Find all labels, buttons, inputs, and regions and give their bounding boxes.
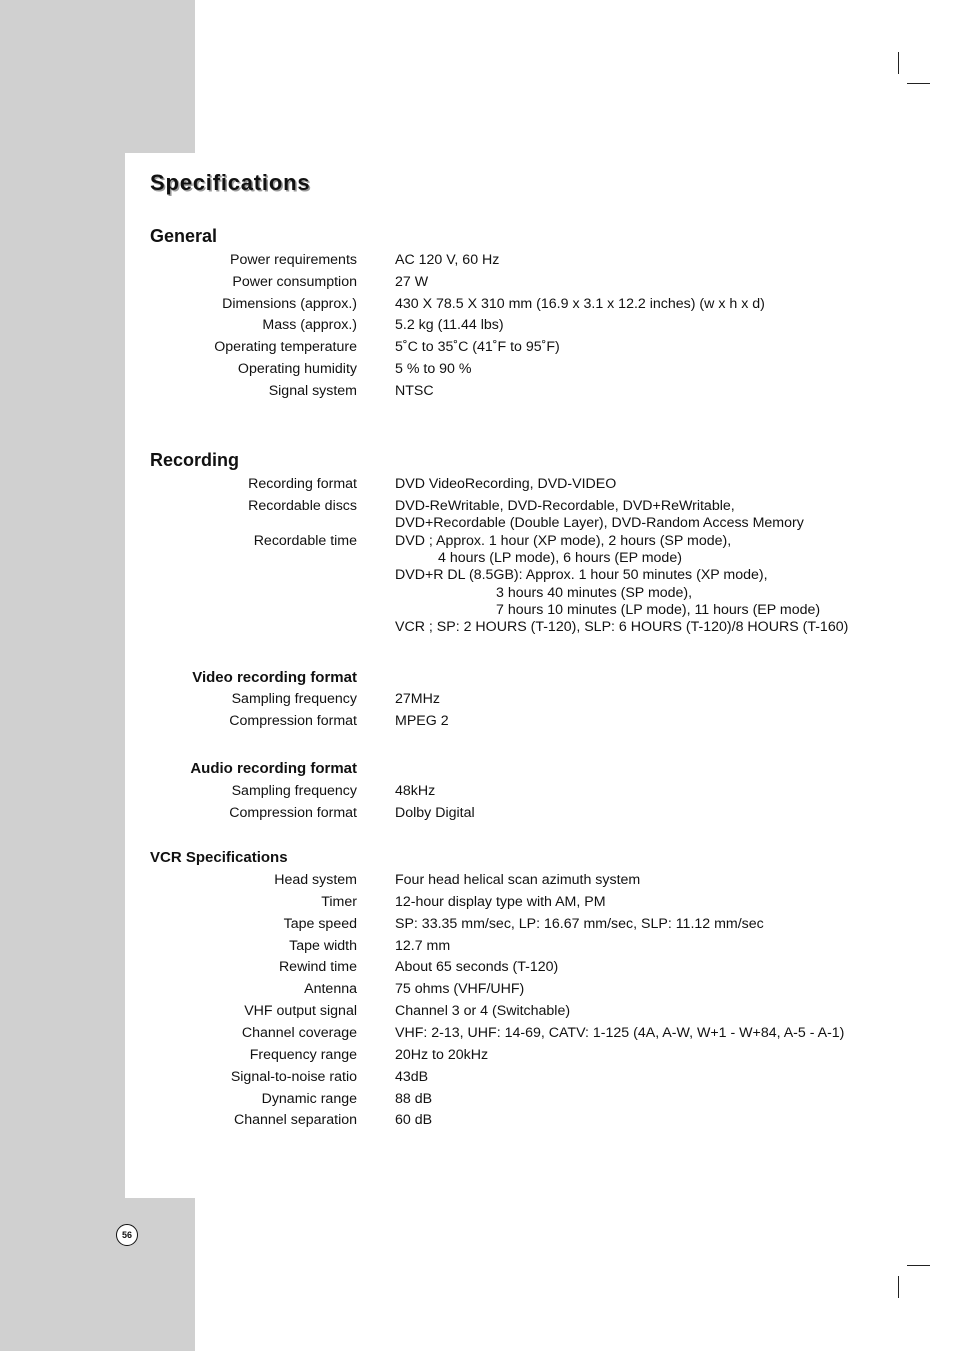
section-heading-general: General xyxy=(150,226,218,246)
subsection-heading-vcr: VCR Specifications xyxy=(150,849,288,866)
spec-value: 5 % to 90 % xyxy=(395,361,472,377)
spec-value: 4 hours (LP mode), 6 hours (EP mode) xyxy=(438,550,682,566)
crop-mark xyxy=(898,52,899,74)
spec-label: Antenna xyxy=(304,981,357,997)
spec-label: Channel separation xyxy=(233,1112,357,1128)
spec-label: Frequency range xyxy=(249,1047,357,1063)
spec-label: Power consumption xyxy=(232,274,357,290)
spec-value: 5.2 kg (11.44 lbs) xyxy=(395,317,504,333)
spec-label: Dimensions (approx.) xyxy=(222,296,357,312)
spec-value: DVD+R DL (8.5GB): Approx. 1 hour 50 minutes (XP mode), xyxy=(395,567,768,583)
crop-mark xyxy=(907,83,930,84)
spec-value: VHF: 2-13, UHF: 14-69, CATV: 1-125 (4A, A-W, W+1 - W+84, A-5 - A-1) xyxy=(395,1025,845,1041)
spec-label: VHF output signal xyxy=(244,1003,357,1019)
spec-label: Compression format xyxy=(229,713,357,729)
spec-value: 3 hours 40 minutes (SP mode), xyxy=(496,585,693,601)
spec-value: 48kHz xyxy=(395,783,436,799)
spec-value: NTSC xyxy=(395,383,434,399)
margin-band-top xyxy=(0,0,195,153)
spec-value: About 65 seconds (T-120) xyxy=(395,959,559,975)
spec-label: Mass (approx.) xyxy=(262,317,357,333)
spec-value: 430 X 78.5 X 310 mm (16.9 x 3.1 x 12.2 inches) (w x h x d) xyxy=(395,296,765,312)
spec-value: 5˚C to 35˚C (41˚F to 95˚F) xyxy=(395,339,560,355)
subsection-heading-audio: Audio recording format xyxy=(190,760,357,777)
spec-value: AC 120 V, 60 Hz xyxy=(395,252,500,268)
spec-label: Timer xyxy=(321,894,357,910)
crop-mark xyxy=(907,1265,930,1266)
spec-value: Four head helical scan azimuth system xyxy=(395,872,641,888)
spec-label: Sampling frequency xyxy=(231,783,357,799)
spec-label: Dynamic range xyxy=(261,1091,357,1107)
spec-value: 12.7 mm xyxy=(395,938,451,954)
spec-label: Tape speed xyxy=(283,916,357,932)
spec-label: Recordable time xyxy=(253,533,357,549)
spec-label: Operating temperature xyxy=(214,339,357,355)
margin-band-bottom xyxy=(0,1198,195,1351)
spec-value: 12-hour display type with AM, PM xyxy=(395,894,606,910)
spec-label: Signal-to-noise ratio xyxy=(230,1069,357,1085)
spec-value: 60 dB xyxy=(395,1112,433,1128)
spec-value: Dolby Digital xyxy=(395,805,475,821)
spec-label: Recordable discs xyxy=(248,498,357,514)
spec-value: DVD-ReWritable, DVD-Recordable, DVD+ReWritable, xyxy=(395,498,735,514)
spec-value: DVD VideoRecording, DVD-VIDEO xyxy=(395,476,617,492)
spec-value: Channel 3 or 4 (Switchable) xyxy=(395,1003,571,1019)
spec-value: 88 dB xyxy=(395,1091,433,1107)
margin-band-left xyxy=(0,153,125,1198)
section-heading-recording: Recording xyxy=(150,450,240,470)
spec-value: SP: 33.35 mm/sec, LP: 16.67 mm/sec, SLP: 11.12 mm/sec xyxy=(395,916,764,932)
spec-value: DVD ; Approx. 1 hour (XP mode), 2 hours (SP mode), xyxy=(395,533,732,549)
spec-value: 75 ohms (VHF/UHF) xyxy=(395,981,525,997)
page-title: Specifications xyxy=(150,170,311,195)
crop-mark xyxy=(898,1276,899,1298)
spec-label: Signal system xyxy=(268,383,357,399)
spec-label: Operating humidity xyxy=(237,361,357,377)
spec-label: Tape width xyxy=(289,938,357,954)
spec-label: Compression format xyxy=(229,805,357,821)
spec-value: 43dB xyxy=(395,1069,429,1085)
spec-value: 20Hz to 20kHz xyxy=(395,1047,489,1063)
page-number: 56 xyxy=(116,1224,138,1246)
spec-label: Head system xyxy=(274,872,357,888)
spec-value: 27 W xyxy=(395,274,429,290)
spec-value: DVD+Recordable (Double Layer), DVD-Random Access Memory xyxy=(395,515,804,531)
spec-value: MPEG 2 xyxy=(395,713,449,729)
spec-value: 7 hours 10 minutes (LP mode), 11 hours (EP mode) xyxy=(496,602,821,618)
spec-label: Rewind time xyxy=(278,959,357,975)
spec-label: Recording format xyxy=(248,476,357,492)
spec-label: Power requirements xyxy=(230,252,357,268)
spec-label: Sampling frequency xyxy=(231,691,357,707)
subsection-heading-video: Video recording format xyxy=(192,669,357,686)
spec-value: VCR ; SP: 2 HOURS (T-120), SLP: 6 HOURS (T-120)/8 HOURS (T-160) xyxy=(395,619,849,635)
spec-value: 27MHz xyxy=(395,691,440,707)
spec-label: Channel coverage xyxy=(241,1025,357,1041)
